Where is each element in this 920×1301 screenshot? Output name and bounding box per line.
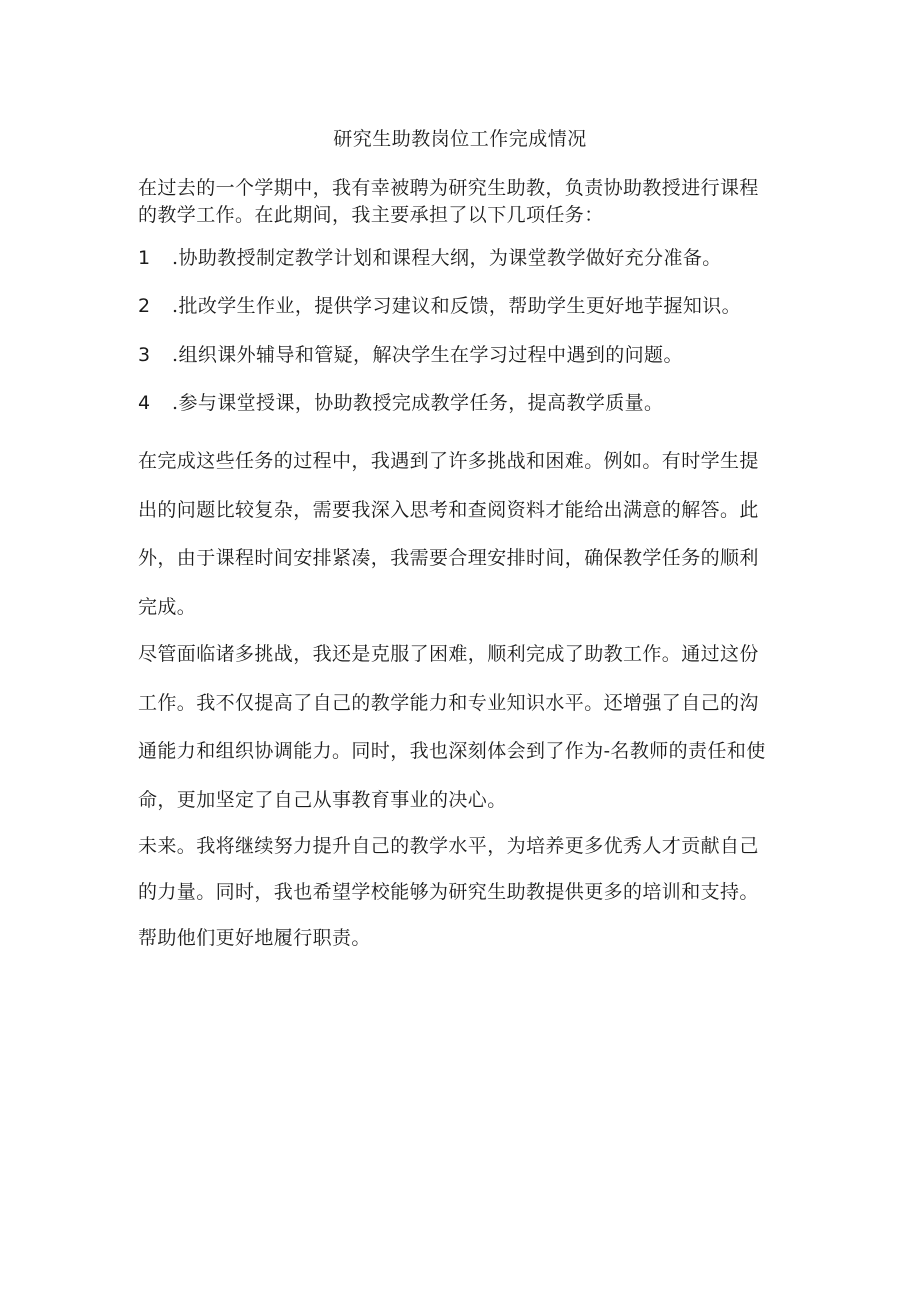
document-title: 研究生助教岗位工作完成情况 [333, 128, 587, 150]
task-text: .批改学生作业，提供学习建议和反馈，帮助学生更好地芋握知识。 [172, 295, 742, 317]
task-item-3 [138, 341, 798, 369]
overcome-paragraph: 尽管面临诸多挑战，我还是克服了困难，顺利完成了助教工作。通过这份 工作。我不仅提高了自己的教学能力和专业知识水平。还增强了自己的沟 通能力和组织协调能力。同时，我也深刻体会到了作为-名教师的责任和使 命，更加坚定了自己从事教育事业的决心。 [138, 643, 766, 811]
task-item-1 [138, 244, 798, 272]
task-number: 4 [138, 392, 151, 414]
task-text: .协助教授制定教学计划和课程大纲，为课堂教学做好充分准备。 [172, 247, 722, 269]
intro-paragraph: 在过去的一个学期中，我有幸被聘为研究生助教，负责协助教授进行课程 的教学工作。在此期间，我主要承担了以下几项任务： [138, 177, 759, 226]
task-item-4 [138, 389, 798, 417]
future-paragraph: 未来。我将继续努力提升自己的教学水平，为培养更多优秀人才贡献自己 的力量。同时，我也希望学校能够为研究生助教提供更多的培训和支持。 帮助他们更好地履行职责。 [138, 835, 759, 949]
challenges-paragraph: 在完成这些任务的过程中，我遇到了许多挑战和困难。例如。有时学生提 出的问题比较复杂，需要我深入思考和查阅资料才能给出满意的解答。此 外，由于课程时间安排紧凑，我需要合理安排时间，确保教学任务的顺利 完成。 [138, 450, 759, 618]
task-text: .组织课外辅导和管疑，解决学生在学习过程中遇到的问题。 [172, 344, 683, 366]
task-number: 1 [138, 247, 151, 269]
task-text: .参与课堂授课，协助教授完成教学任务，提高教学质量。 [172, 392, 664, 414]
task-number: 3 [138, 344, 151, 366]
task-item-2 [138, 292, 798, 320]
task-number: 2 [138, 295, 151, 317]
